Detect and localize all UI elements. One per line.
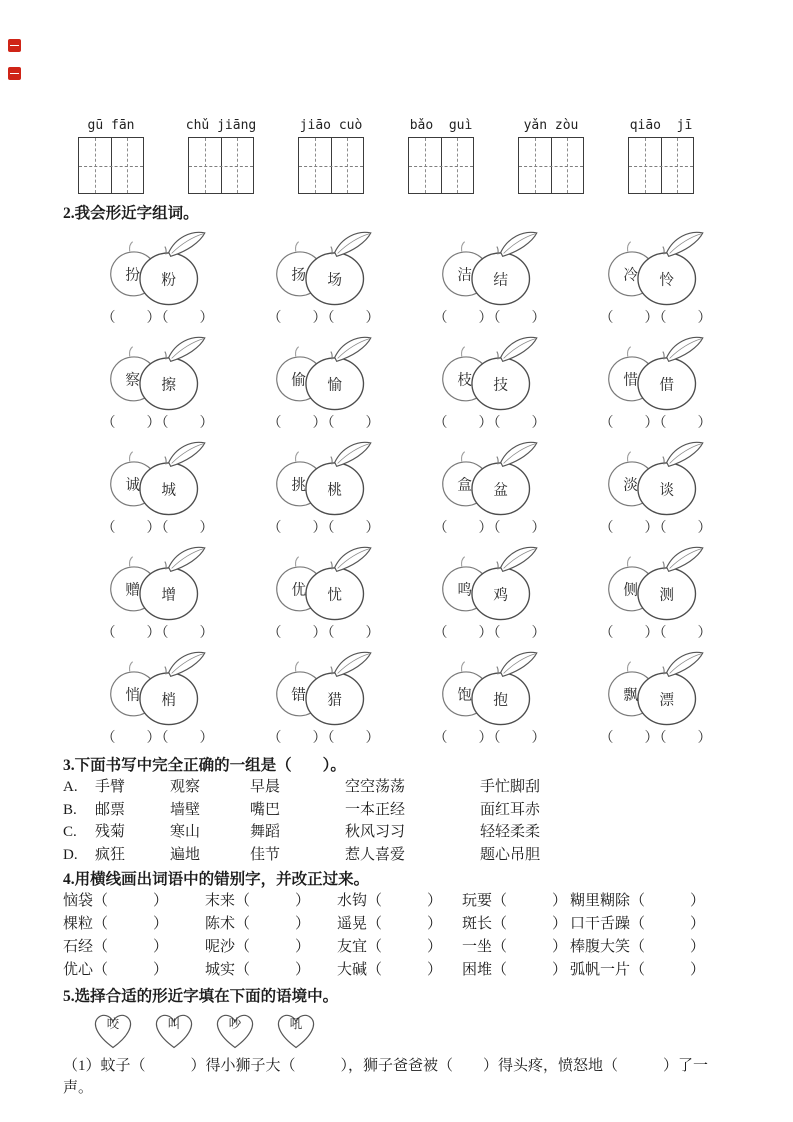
correction-blank[interactable]: （ ）: [367, 962, 443, 978]
correction-blank[interactable]: （ ）: [93, 893, 169, 909]
section4: [63, 869, 737, 982]
apple-pair-block: [415, 545, 565, 644]
wrong-word-cell: [570, 936, 737, 959]
writing-box[interactable]: [188, 137, 254, 194]
apple-left-char: 鸣: [457, 582, 472, 599]
guide-line: [79, 166, 143, 167]
apple-left-char: 察: [125, 372, 140, 389]
apple-left-char: 扮: [125, 267, 140, 284]
option-word: 观察: [170, 779, 201, 795]
apple-pair-block: [581, 650, 731, 749]
correction-blank[interactable]: （ ）: [93, 939, 169, 955]
answer-blanks[interactable]: （ ）（ ）: [101, 311, 215, 326]
wrong-word-row: [63, 959, 737, 982]
wrong-word-cell: [205, 959, 337, 982]
pinyin-label: gū fān: [87, 118, 135, 133]
apple-left-char: 偷: [291, 372, 306, 389]
apple-pair-block: [249, 650, 399, 749]
option-word: 手忙脚刮: [480, 779, 541, 795]
apple-pair-icon: [272, 440, 376, 518]
correction-blank[interactable]: （ ）: [367, 893, 443, 909]
correction-blank[interactable]: （ ）: [630, 939, 706, 955]
wrong-word: 呢沙: [205, 939, 236, 955]
option-word: 题心吊胆: [480, 846, 541, 863]
writing-box[interactable]: [408, 137, 474, 194]
wrong-word: 玩要: [462, 893, 493, 909]
answer-blanks[interactable]: （ ）（ ）: [433, 626, 547, 641]
apple-pair-block: [415, 230, 565, 329]
answer-blanks[interactable]: （ ）（ ）: [433, 521, 547, 536]
apple-left-char: 枝: [457, 372, 472, 389]
option-list: [63, 776, 737, 866]
apple-pair-block: [249, 335, 399, 434]
option-word: 寒山: [170, 824, 201, 840]
apple-left-char: 悄: [125, 687, 140, 704]
wrong-word: 水钩: [337, 893, 368, 909]
answer-blanks[interactable]: （ ）（ ）: [599, 416, 713, 431]
apple-right-char: 盆: [493, 482, 509, 499]
option-word: 疯狂: [95, 846, 126, 863]
option-row: [63, 844, 737, 867]
apple-right-char: 漂: [659, 692, 675, 709]
option-row: [63, 776, 737, 799]
apple-left-char: 优: [291, 582, 306, 599]
correction-blank[interactable]: （ ）: [93, 916, 169, 932]
wrong-word-cell: [462, 913, 570, 936]
writing-box[interactable]: [628, 137, 694, 194]
wrong-word-cell: [337, 959, 462, 982]
pinyin-label: jiāo cuò: [299, 118, 363, 133]
wrong-word-cell: [205, 890, 337, 913]
guide-line: [409, 166, 473, 167]
section3: [63, 755, 737, 866]
answer-blanks[interactable]: （ ）（ ）: [599, 731, 713, 746]
apple-right-char: 鸡: [493, 587, 509, 604]
option-word: 邮票: [95, 801, 126, 818]
apple-pair-block: [249, 230, 399, 329]
apple-pair-block: [83, 335, 233, 434]
option-row: [63, 821, 737, 844]
answer-blanks[interactable]: （ ）（ ）: [101, 731, 215, 746]
apple-pair-block: [415, 335, 565, 434]
answer-blanks[interactable]: （ ）（ ）: [267, 731, 381, 746]
heart-char: 咬: [106, 1017, 120, 1032]
writing-box[interactable]: [518, 137, 584, 194]
wrong-word: 大碱: [337, 962, 368, 978]
guide-line: [519, 166, 583, 167]
apple-left-char: 淡: [623, 477, 638, 494]
pinyin-group: [78, 118, 144, 194]
wrong-word: 棵粒: [63, 916, 94, 932]
apple-pair-block: [83, 230, 233, 329]
apple-pair-icon: [272, 650, 376, 728]
apple-pair-block: [83, 545, 233, 644]
apple-pair-icon: [438, 650, 542, 728]
fill-in-sentence: （1）蚊子（ ）得小狮子大（ ），狮子爸爸被（ ）得头疼，愤怒地（ ）了一声。: [63, 1058, 709, 1096]
answer-blanks[interactable]: （ ）（ ）: [267, 521, 381, 536]
apple-pair-icon: [438, 440, 542, 518]
apple-pair-icon: [106, 650, 210, 728]
wrong-word-cell: [462, 936, 570, 959]
correction-blank[interactable]: （ ）: [630, 893, 706, 909]
apple-right-char: 增: [161, 587, 177, 604]
option-word: 手臂: [95, 779, 126, 795]
wrong-word-row: [63, 890, 737, 913]
correction-blank[interactable]: （ ）: [235, 939, 311, 955]
apple-left-char: 惜: [623, 372, 638, 389]
correction-blank[interactable]: （ ）: [492, 893, 568, 909]
apple-pair-block: [581, 440, 731, 539]
apple-left-char: 诚: [125, 477, 140, 494]
apple-pair-icon: [438, 545, 542, 623]
option-word: 一本正经: [345, 801, 406, 818]
wrong-word-cell: [63, 890, 205, 913]
apple-pair-icon: [604, 650, 708, 728]
apple-right-char: 愉: [327, 377, 343, 394]
apple-left-char: 挑: [291, 477, 306, 494]
wrong-word: 弧帆一片: [570, 962, 631, 978]
guide-line: [189, 166, 253, 167]
option-label: B.: [63, 801, 77, 818]
apple-row: [63, 440, 737, 539]
wrong-word: 糊里糊除: [570, 893, 631, 909]
option-word: 残菊: [95, 824, 126, 840]
pinyin-group: [185, 118, 257, 194]
heart-char: 吵: [228, 1017, 242, 1032]
pinyin-group: [628, 118, 694, 194]
apple-right-char: 结: [493, 272, 509, 289]
apple-row: [63, 545, 737, 644]
apple-pair-icon: [106, 545, 210, 623]
apple-pair-block: [581, 335, 731, 434]
wrong-word: 口干舌躁: [570, 916, 631, 932]
wrong-word: 优心: [63, 962, 94, 978]
section2-title: 2.我会形近字组词。: [63, 205, 199, 222]
pinyin-label: yǎn zòu: [523, 118, 579, 133]
wrong-word-cell: [63, 959, 205, 982]
heart-char: 吼: [289, 1017, 303, 1032]
hearts-word-bank: [90, 1009, 737, 1051]
apple-right-char: 猎: [327, 692, 343, 709]
pinyin-group: [298, 118, 364, 194]
answer-blanks[interactable]: （ ）（ ）: [101, 626, 215, 641]
apple-pair-icon: [438, 230, 542, 308]
pinyin-section: [63, 118, 737, 194]
wrong-word-cell: [337, 890, 462, 913]
correction-blank[interactable]: （ ）: [235, 962, 311, 978]
apple-pair-icon: [604, 230, 708, 308]
apple-right-char: 技: [493, 377, 509, 394]
wrong-word-list: [63, 890, 737, 982]
apple-pair-icon: [106, 335, 210, 413]
heart-shape: [90, 1009, 136, 1051]
apple-pair-icon: [604, 545, 708, 623]
apple-pair-block: [83, 440, 233, 539]
heart-char: 叫: [167, 1017, 181, 1032]
wrong-word: 斑长: [462, 916, 493, 932]
correction-blank[interactable]: （ ）: [630, 962, 706, 978]
heart-shape: [151, 1009, 197, 1051]
apple-left-char: 饱: [457, 687, 472, 704]
apple-left-char: 冷: [623, 267, 638, 284]
wrong-word: 恼袋: [63, 893, 94, 909]
pinyin-label: qiāo jī: [629, 118, 693, 133]
apple-pair-icon: [272, 545, 376, 623]
apple-pair-block: [249, 545, 399, 644]
writing-box[interactable]: [298, 137, 364, 194]
guide-line: [299, 166, 363, 167]
wrong-word: 陈术: [205, 916, 236, 932]
apple-pair-icon: [106, 230, 210, 308]
apple-pair-block: [581, 230, 731, 329]
section3-title: 3.下面书写中完全正确的一组是（ ）。: [63, 757, 346, 774]
apple-pair-icon: [604, 440, 708, 518]
wrong-word: 城实: [205, 962, 236, 978]
apple-pair-icon: [106, 440, 210, 518]
apple-pairs-section: [63, 230, 737, 749]
pinyin-label: bǎo guì: [409, 118, 473, 133]
wrong-word-row: [63, 936, 737, 959]
apple-pair-icon: [272, 335, 376, 413]
answer-blanks[interactable]: （ ）（ ）: [101, 416, 215, 431]
apple-pair-block: [249, 440, 399, 539]
wrong-word-cell: [462, 890, 570, 913]
wrong-word-cell: [570, 890, 737, 913]
option-word: 嘴巴: [250, 801, 281, 818]
apple-right-char: 梢: [161, 692, 177, 709]
correction-blank[interactable]: （ ）: [93, 962, 169, 978]
answer-blanks[interactable]: （ ）（ ）: [599, 311, 713, 326]
wrong-word: 石经: [63, 939, 94, 955]
apple-right-char: 抱: [493, 692, 509, 709]
apple-right-char: 粉: [161, 272, 177, 289]
pinyin-group: [518, 118, 584, 194]
answer-blanks[interactable]: （ ）（ ）: [599, 521, 713, 536]
wrong-word-cell: [205, 913, 337, 936]
answer-blanks[interactable]: （ ）（ ）: [267, 416, 381, 431]
option-word: 早晨: [250, 779, 281, 795]
apple-pair-icon: [604, 335, 708, 413]
wrong-word-cell: [570, 959, 737, 982]
apple-pair-block: [83, 650, 233, 749]
apple-left-char: 盒: [457, 477, 472, 494]
apple-right-char: 怜: [659, 272, 675, 289]
wrong-word: 一坐: [462, 939, 493, 955]
wrong-word-cell: [205, 936, 337, 959]
apple-pair-icon: [438, 335, 542, 413]
answer-blanks[interactable]: （ ）（ ）: [267, 311, 381, 326]
apple-pair-block: [415, 440, 565, 539]
apple-pair-icon: [272, 230, 376, 308]
writing-box[interactable]: [78, 137, 144, 194]
wrong-word-cell: [63, 913, 205, 936]
correction-blank[interactable]: （ ）: [367, 916, 443, 932]
option-word: 秋风习习: [345, 824, 406, 840]
apple-left-char: 扬: [291, 267, 306, 284]
apple-right-char: 城: [161, 482, 177, 499]
wrong-word-cell: [462, 959, 570, 982]
option-word: 轻轻柔柔: [480, 824, 541, 840]
wrong-word-row: [63, 913, 737, 936]
apple-right-char: 忧: [327, 587, 343, 604]
section5: [63, 986, 737, 1099]
answer-blanks[interactable]: （ ）（ ）: [267, 626, 381, 641]
wrong-word-cell: [337, 936, 462, 959]
wrong-word-cell: [570, 913, 737, 936]
correction-blank[interactable]: （ ）: [492, 962, 568, 978]
apple-left-char: 侧: [623, 582, 638, 599]
apple-right-char: 测: [659, 587, 675, 604]
correction-blank[interactable]: （ ）: [367, 939, 443, 955]
apple-right-char: 桃: [327, 482, 343, 499]
apple-right-char: 谈: [659, 482, 675, 499]
apple-pair-block: [581, 545, 731, 644]
answer-blanks[interactable]: （ ）（ ）: [101, 521, 215, 536]
option-word: 惹人喜爱: [345, 846, 406, 863]
wrong-word-cell: [337, 913, 462, 936]
apple-right-char: 场: [327, 272, 343, 289]
guide-line: [629, 166, 693, 167]
apple-right-char: 擦: [161, 377, 177, 394]
correction-blank[interactable]: （ ）: [235, 893, 311, 909]
option-word: 佳节: [250, 846, 281, 863]
section4-title: 4.用横线画出词语中的错别字，并改正过来。: [63, 871, 370, 888]
answer-blanks[interactable]: （ ）（ ）: [599, 626, 713, 641]
option-word: 墙壁: [170, 801, 201, 818]
apple-left-char: 错: [291, 687, 306, 704]
pinyin-group: [408, 118, 474, 194]
wrong-word: 末来: [205, 893, 236, 909]
option-label: C.: [63, 824, 77, 840]
wrong-word: 遥晃: [337, 916, 368, 932]
section5-title: 5.选择合适的形近字填在下面的语境中。: [63, 988, 339, 1005]
answer-blanks[interactable]: （ ）（ ）: [433, 311, 547, 326]
option-word: 面红耳赤: [480, 801, 541, 818]
apple-row: [63, 335, 737, 434]
option-word: 遍地: [170, 846, 201, 863]
wrong-word: 困堆: [462, 962, 493, 978]
option-label: D.: [63, 846, 78, 863]
option-word: 空空荡荡: [345, 779, 406, 795]
wrong-word: 友宜: [337, 939, 368, 955]
wrong-word-cell: [63, 936, 205, 959]
wrong-word: 棒腹大笑: [570, 939, 631, 955]
heart-shape: [212, 1009, 258, 1051]
apple-left-char: 赠: [125, 582, 140, 599]
answer-blanks[interactable]: （ ）（ ）: [433, 416, 547, 431]
correction-blank[interactable]: （ ）: [492, 916, 568, 932]
apple-row: [63, 650, 737, 749]
apple-pair-block: [415, 650, 565, 749]
apple-row: [63, 230, 737, 329]
pinyin-label: chǔ jiāng: [185, 118, 257, 133]
apple-right-char: 借: [659, 377, 675, 394]
apple-left-char: 洁: [457, 267, 472, 284]
correction-blank[interactable]: （ ）: [492, 939, 568, 955]
apple-left-char: 飘: [623, 687, 638, 704]
answer-blanks[interactable]: （ ）（ ）: [433, 731, 547, 746]
option-row: [63, 799, 737, 822]
option-label: A.: [63, 779, 78, 795]
option-word: 舞蹈: [250, 824, 281, 840]
correction-blank[interactable]: （ ）: [235, 916, 311, 932]
heart-shape: [273, 1009, 319, 1051]
correction-blank[interactable]: （ ）: [630, 916, 706, 932]
